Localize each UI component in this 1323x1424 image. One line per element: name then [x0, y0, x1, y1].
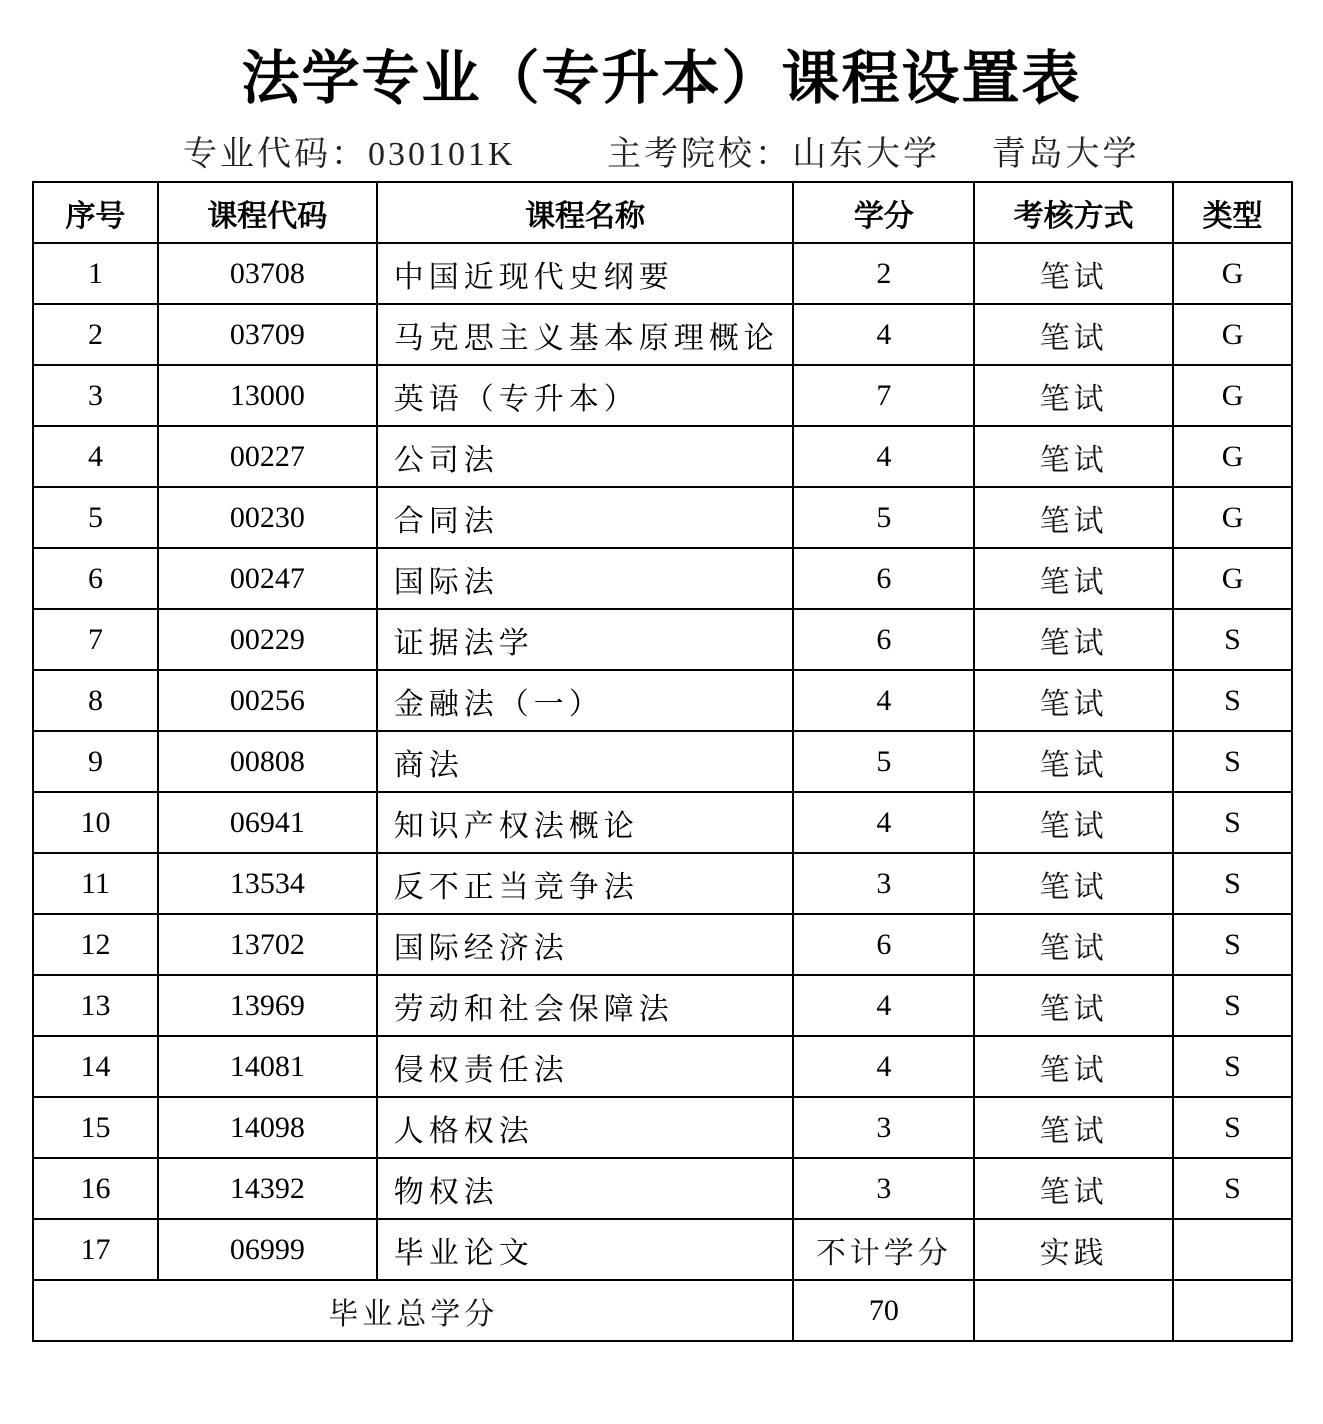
- course-type: G: [1173, 548, 1292, 609]
- course-credit: 4: [793, 792, 974, 853]
- exam-method: 实践: [974, 1219, 1173, 1280]
- exam-method: 笔试: [974, 670, 1173, 731]
- row-number: 5: [33, 487, 158, 548]
- course-name: 国际法: [377, 548, 794, 609]
- row-number: 11: [33, 853, 158, 914]
- table-row: [33, 365, 1292, 426]
- row-number: 15: [33, 1097, 158, 1158]
- subtitle: [183, 130, 1140, 180]
- header-name: 课程名称: [377, 182, 794, 243]
- total-label: 毕业总学分: [33, 1280, 793, 1341]
- course-code: 06941: [158, 792, 377, 853]
- exam-method: 笔试: [974, 792, 1173, 853]
- row-number: 13: [33, 975, 158, 1036]
- course-credit: 6: [793, 609, 974, 670]
- exam-method: 笔试: [974, 1036, 1173, 1097]
- exam-method: 笔试: [974, 548, 1173, 609]
- row-number: 2: [33, 304, 158, 365]
- exam-method: 笔试: [974, 304, 1173, 365]
- row-number: 17: [33, 1219, 158, 1280]
- exam-method: 笔试: [974, 731, 1173, 792]
- course-type: S: [1173, 609, 1292, 670]
- row-number: 12: [33, 914, 158, 975]
- course-code: 00229: [158, 609, 377, 670]
- header-credit: 学分: [793, 182, 974, 243]
- header-code: 课程代码: [158, 182, 377, 243]
- page-title: 法学专业（专升本）课程设置表: [241, 44, 1082, 112]
- course-type: G: [1173, 365, 1292, 426]
- school-1: 山东大学: [792, 136, 941, 173]
- course-credit: 6: [793, 914, 974, 975]
- course-credit: 5: [793, 487, 974, 548]
- course-name: 公司法: [377, 426, 794, 487]
- course-type: S: [1173, 1036, 1292, 1097]
- table-row: [33, 1036, 1292, 1097]
- course-type: G: [1173, 243, 1292, 304]
- header-type: 类型: [1173, 182, 1292, 243]
- exam-method: 笔试: [974, 914, 1173, 975]
- exam-method: 笔试: [974, 853, 1173, 914]
- course-name: 反不正当竞争法: [377, 853, 794, 914]
- course-credit: 3: [793, 853, 974, 914]
- school-label: 主考院校：: [607, 136, 793, 173]
- course-credit: 7: [793, 365, 974, 426]
- course-code: 00808: [158, 731, 377, 792]
- course-code: 03709: [158, 304, 377, 365]
- total-empty-type: [1173, 1280, 1292, 1341]
- course-code: 13702: [158, 914, 377, 975]
- total-empty-exam: [974, 1280, 1173, 1341]
- row-number: 9: [33, 731, 158, 792]
- course-name: 金融法（一）: [377, 670, 794, 731]
- row-number: 14: [33, 1036, 158, 1097]
- table-row: [33, 670, 1292, 731]
- course-name: 物权法: [377, 1158, 794, 1219]
- course-name: 人格权法: [377, 1097, 794, 1158]
- course-credit: 3: [793, 1158, 974, 1219]
- table-row: [33, 731, 1292, 792]
- course-credit: 5: [793, 731, 974, 792]
- table-row: [33, 426, 1292, 487]
- course-type: S: [1173, 792, 1292, 853]
- total-row: [33, 1280, 1292, 1341]
- course-name: 知识产权法概论: [377, 792, 794, 853]
- row-number: 10: [33, 792, 158, 853]
- course-credit: 4: [793, 975, 974, 1036]
- course-name: 侵权责任法: [377, 1036, 794, 1097]
- major-code-label: 专业代码：: [183, 136, 368, 173]
- course-type: S: [1173, 1097, 1292, 1158]
- course-name: 国际经济法: [377, 914, 794, 975]
- course-credit: 4: [793, 304, 974, 365]
- course-name: 中国近现代史纲要: [377, 243, 794, 304]
- table-row: [33, 548, 1292, 609]
- course-code: 14081: [158, 1036, 377, 1097]
- school-2: 青岛大学: [991, 136, 1140, 173]
- row-number: 4: [33, 426, 158, 487]
- course-credit: 6: [793, 548, 974, 609]
- course-credit: 4: [793, 670, 974, 731]
- exam-method: 笔试: [974, 975, 1173, 1036]
- course-type: G: [1173, 304, 1292, 365]
- major-code: 030101K: [368, 136, 516, 173]
- course-type: S: [1173, 914, 1292, 975]
- course-credit: 2: [793, 243, 974, 304]
- row-number: 3: [33, 365, 158, 426]
- header-exam: 考核方式: [974, 182, 1173, 243]
- exam-method: 笔试: [974, 487, 1173, 548]
- course-name: 毕业论文: [377, 1219, 794, 1280]
- row-number: 6: [33, 548, 158, 609]
- course-type: S: [1173, 670, 1292, 731]
- row-number: 1: [33, 243, 158, 304]
- exam-method: 笔试: [974, 1158, 1173, 1219]
- course-type: G: [1173, 487, 1292, 548]
- course-code: 03708: [158, 243, 377, 304]
- course-credit: 4: [793, 1036, 974, 1097]
- table-row: [33, 1097, 1292, 1158]
- course-credit: 不计学分: [793, 1219, 974, 1280]
- course-code: 14098: [158, 1097, 377, 1158]
- course-type: [1173, 1219, 1292, 1280]
- exam-method: 笔试: [974, 609, 1173, 670]
- table-row: [33, 487, 1292, 548]
- table-row: [33, 243, 1292, 304]
- course-type: G: [1173, 426, 1292, 487]
- row-number: 7: [33, 609, 158, 670]
- course-code: 13534: [158, 853, 377, 914]
- exam-method: 笔试: [974, 243, 1173, 304]
- course-type: S: [1173, 853, 1292, 914]
- table-row: [33, 609, 1292, 670]
- total-credits: 70: [793, 1280, 974, 1341]
- table-header-row: [33, 182, 1292, 243]
- course-code: 14392: [158, 1158, 377, 1219]
- table-row: [33, 304, 1292, 365]
- table-row: [33, 1219, 1292, 1280]
- course-credit: 4: [793, 426, 974, 487]
- course-table: [32, 181, 1293, 1342]
- course-type: S: [1173, 1158, 1292, 1219]
- header-no: 序号: [33, 182, 158, 243]
- course-credit: 3: [793, 1097, 974, 1158]
- table-row: [33, 1158, 1292, 1219]
- table-row: [33, 975, 1292, 1036]
- table-row: [33, 792, 1292, 853]
- course-code: 00247: [158, 548, 377, 609]
- course-code: 00230: [158, 487, 377, 548]
- row-number: 16: [33, 1158, 158, 1219]
- table-row: [33, 914, 1292, 975]
- course-type: S: [1173, 731, 1292, 792]
- course-code: 13969: [158, 975, 377, 1036]
- course-code: 06999: [158, 1219, 377, 1280]
- course-type: S: [1173, 975, 1292, 1036]
- table-row: [33, 853, 1292, 914]
- course-name: 商法: [377, 731, 794, 792]
- row-number: 8: [33, 670, 158, 731]
- course-code: 00256: [158, 670, 377, 731]
- course-name: 马克思主义基本原理概论: [377, 304, 794, 365]
- exam-method: 笔试: [974, 426, 1173, 487]
- course-name: 英语（专升本）: [377, 365, 794, 426]
- course-name: 合同法: [377, 487, 794, 548]
- course-code: 00227: [158, 426, 377, 487]
- course-name: 证据法学: [377, 609, 794, 670]
- course-code: 13000: [158, 365, 377, 426]
- exam-method: 笔试: [974, 1097, 1173, 1158]
- course-name: 劳动和社会保障法: [377, 975, 794, 1036]
- exam-method: 笔试: [974, 365, 1173, 426]
